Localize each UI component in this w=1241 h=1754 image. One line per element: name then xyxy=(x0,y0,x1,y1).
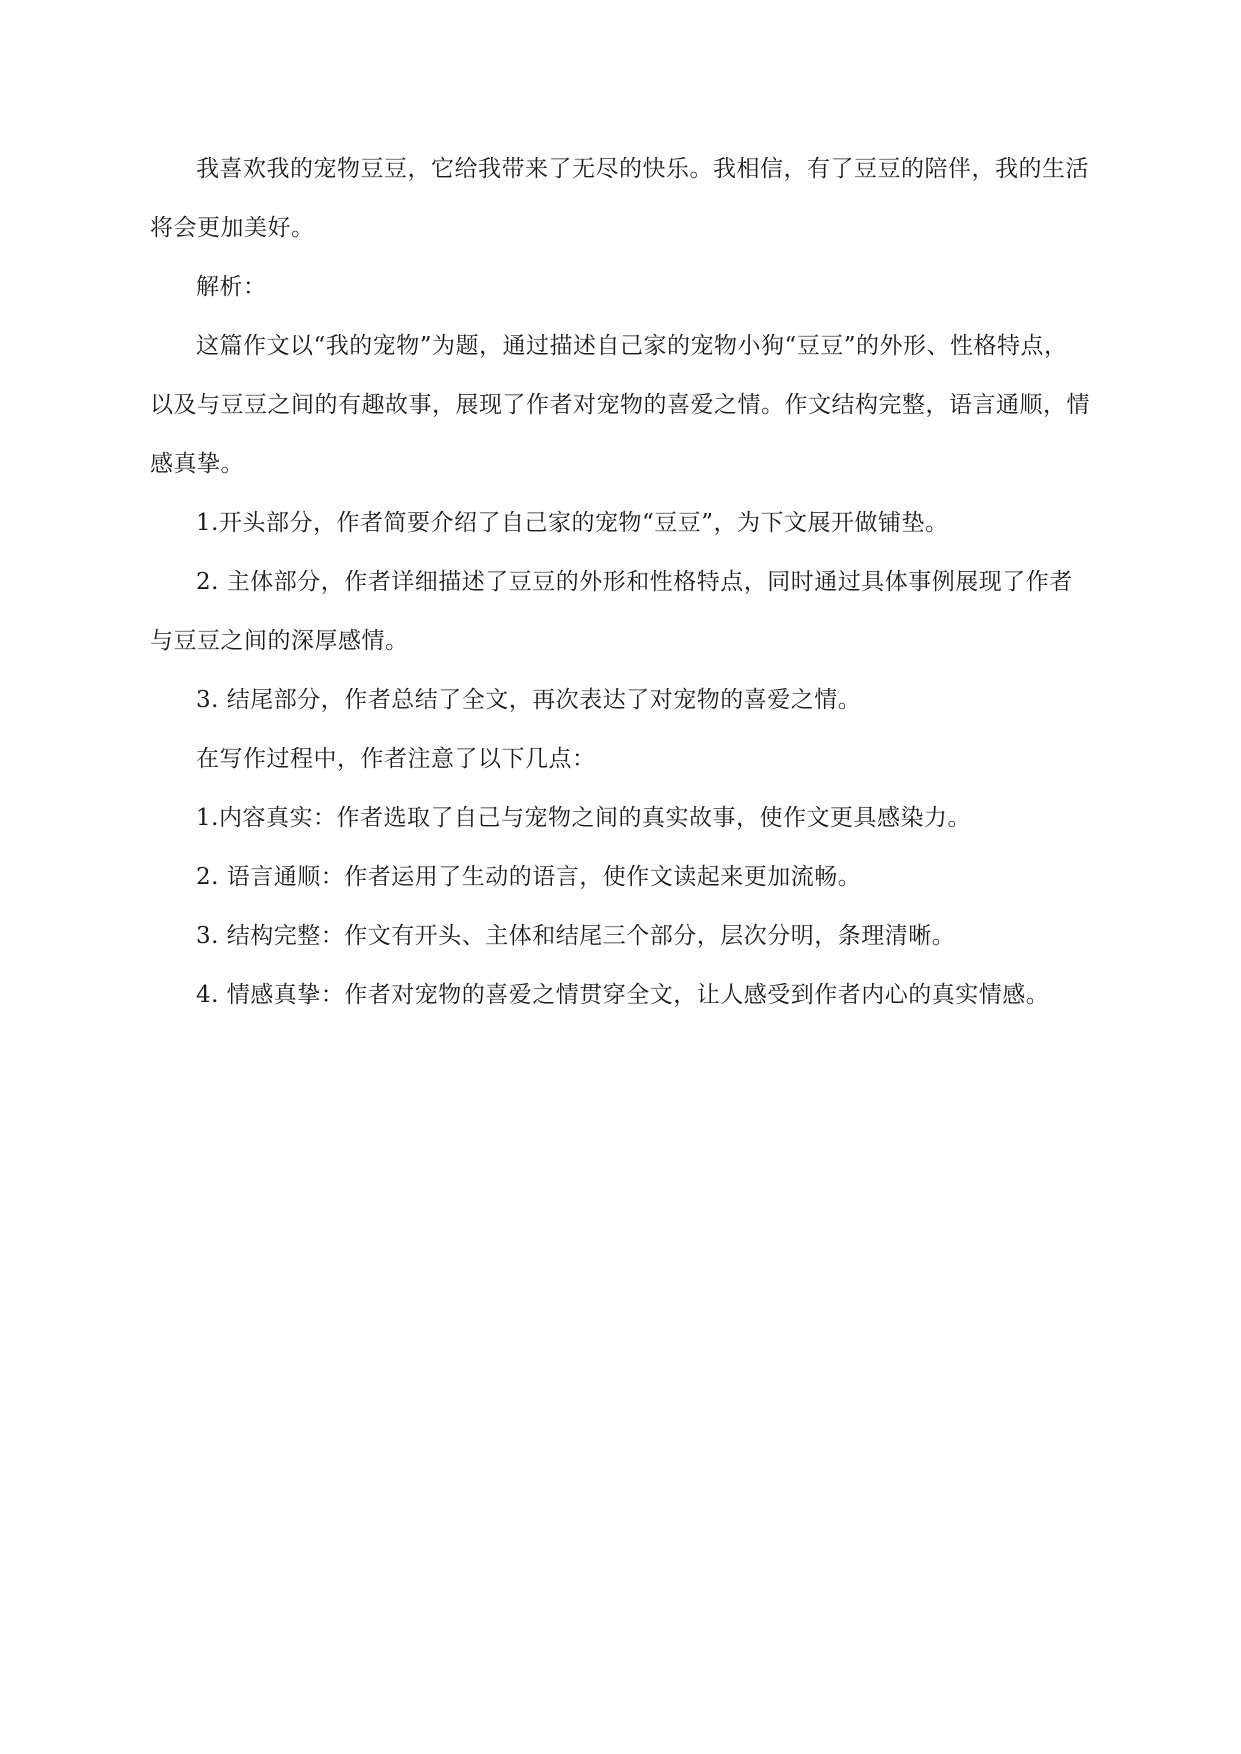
paragraph-note-content: 1.内容真实：作者选取了自己与宠物之间的真实故事，使作文更具感染力。 xyxy=(196,805,971,831)
paragraph-conclusion: 我喜欢我的宠物豆豆，它给我带来了无尽的快乐。我相信，有了豆豆的陪伴，我的生活将会更加美好。 xyxy=(150,156,1089,241)
paragraph-note-language: 2. 语言通顺：作者运用了生动的语言，使作文读起来更加流畅。 xyxy=(196,864,862,890)
paragraph-note-structure: 3. 结构完整：作文有开头、主体和结尾三个部分，层次分明，条理清晰。 xyxy=(196,923,956,949)
paragraph-writing-notes-heading: 在写作过程中，作者注意了以下几点： xyxy=(196,746,596,772)
paragraph-analysis-summary: 这篇作文以“我的宠物”为题，通过描述自己家的宠物小狗“豆豆”的外形、性格特点，以及与豆豆之间的有趣故事，展现了作者对宠物的喜爱之情。作文结构完整，语言通顺，情感真挚。 xyxy=(150,333,1090,477)
paragraph-point-ending: 3. 结尾部分，作者总结了全文，再次表达了对宠物的喜爱之情。 xyxy=(196,687,862,713)
paragraph-note-emotion: 4. 情感真挚：作者对宠物的喜爱之情贯穿全文，让人感受到作者内心的真实情感。 xyxy=(196,982,1050,1008)
paragraph-analysis-heading: 解析： xyxy=(196,274,267,300)
paragraph-point-opening: 1.开头部分，作者简要介绍了自己家的宠物“豆豆”，为下文展开做铺垫。 xyxy=(196,510,949,536)
document-body xyxy=(150,140,1090,1025)
paragraph-point-body: 2. 主体部分，作者详细描述了豆豆的外形和性格特点，同时通过具体事例展现了作者与豆豆之间的深厚感情。 xyxy=(150,569,1073,654)
